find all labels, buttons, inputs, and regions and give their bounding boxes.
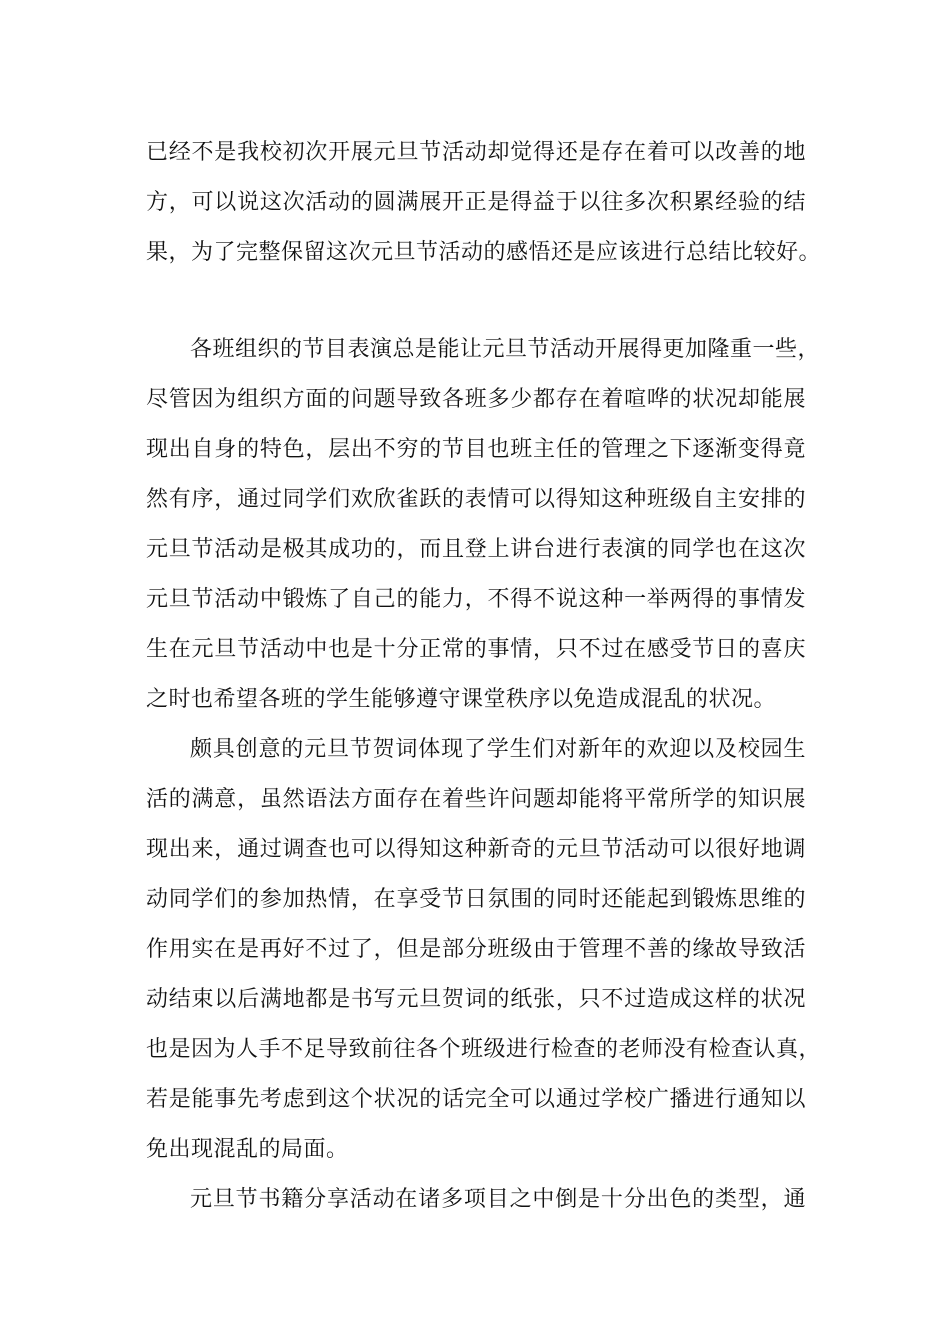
text-line: 各班组织的节目表演总是能让元旦节活动开展得更加隆重一些，	[190, 337, 821, 362]
text-line: 元旦节活动中锻炼了自己的能力，不得不说这种一举两得的事情发	[146, 587, 806, 612]
text-line: 现出自身的特色，层出不穷的节目也班主任的管理之下逐渐变得竟	[146, 437, 806, 462]
text-line: 尽管因为组织方面的问题导致各班多少都存在着喧哗的状况却能展	[146, 387, 806, 412]
text-line: 元旦节书籍分享活动在诸多项目之中倒是十分出色的类型，通	[190, 1187, 806, 1212]
text-line: 也是因为人手不足导致前往各个班级进行检查的老师没有检查认真，	[146, 1037, 822, 1062]
text-line: 颇具创意的元旦节贺词体现了学生们对新年的欢迎以及校园生	[190, 737, 806, 762]
text-line: 之时也希望各班的学生能够遵守课堂秩序以免造成混乱的状况。	[146, 687, 777, 712]
text-line: 果，为了完整保留这次元旦节活动的感悟还是应该进行总结比较好。	[146, 240, 822, 265]
paragraph-1	[146, 128, 822, 278]
text-line: 动同学们的参加热情，在享受节日氛围的同时还能起到锻炼思维的	[146, 887, 806, 912]
text-line: 现出来，通过调查也可以得知这种新奇的元旦节活动可以很好地调	[146, 837, 806, 862]
text-line: 动结束以后满地都是书写元旦贺词的纸张，只不过造成这样的状况	[146, 987, 806, 1012]
paragraph-2	[146, 325, 821, 725]
text-line: 然有序，通过同学们欢欣雀跃的表情可以得知这种班级自主安排的	[146, 487, 806, 512]
text-line: 生在元旦节活动中也是十分正常的事情，只不过在感受节日的喜庆	[146, 637, 806, 662]
text-line: 若是能事先考虑到这个状况的话完全可以通过学校广播进行通知以	[146, 1087, 806, 1112]
paragraph-3	[146, 725, 822, 1175]
text-line: 免出现混乱的局面。	[146, 1137, 349, 1162]
text-line: 已经不是我校初次开展元旦节活动却觉得还是存在着可以改善的地	[146, 140, 806, 165]
text-line: 方，可以说这次活动的圆满展开正是得益于以往多次积累经验的结	[146, 190, 806, 215]
paragraph-4	[146, 1175, 806, 1225]
text-line: 活的满意，虽然语法方面存在着些许问题却能将平常所学的知识展	[146, 787, 806, 812]
text-line: 元旦节活动是极其成功的，而且登上讲台进行表演的同学也在这次	[146, 537, 806, 562]
text-line: 作用实在是再好不过了，但是部分班级由于管理不善的缘故导致活	[146, 937, 806, 962]
